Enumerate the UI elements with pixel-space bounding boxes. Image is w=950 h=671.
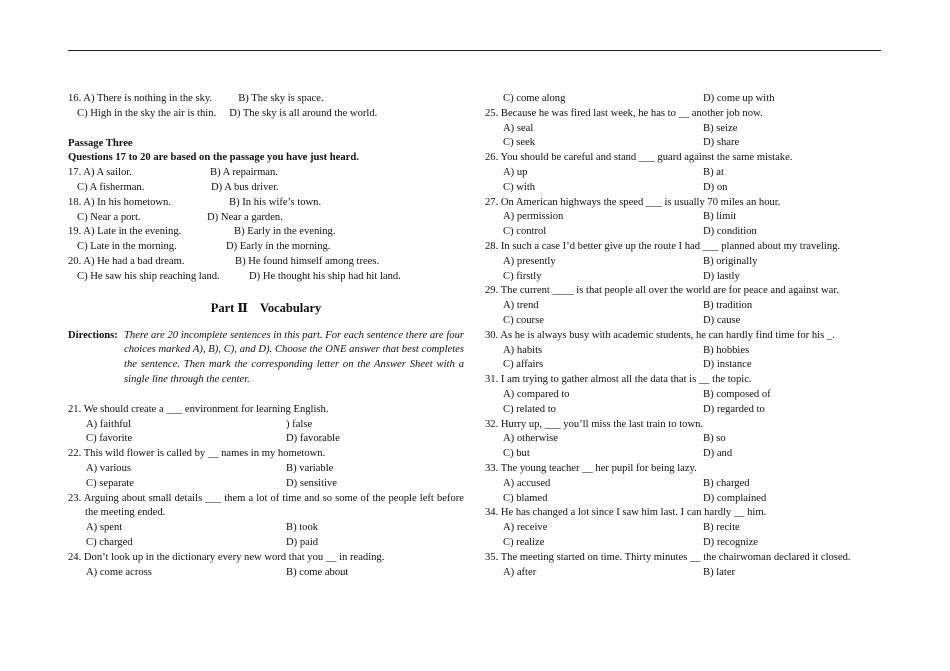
q23-option-a: A) spent [86,522,123,534]
q34-option-c: C) realize [503,536,545,548]
q24-option-a: A) come across [86,566,152,578]
question-27-options-cd [485,225,882,240]
q25-option-d: D) share [703,137,740,149]
q34-option-d: D) recognize [703,536,758,548]
question-31-stem: 31. I am trying to gather almost all the data that is __ the topic. [485,374,752,386]
question-23-options-ab [68,521,464,536]
passage-instructions: Questions 17 to 20 are based on the passage you have just heard. [68,152,359,164]
part-title: Vocabulary [259,300,322,315]
question-16-line1 [68,92,464,107]
q33-option-d: D) complained [703,492,767,504]
q31-option-c: C) related to [503,403,556,415]
question-16-line2 [68,107,464,122]
q26-option-c: C) with [503,181,536,193]
question-29-options-cd [485,314,882,329]
question-19-line2 [68,240,464,255]
question-29-stem: 29. The current ____ is that people all over the world are for peace and against war. [485,285,839,297]
q29-option-d: D) cause [703,314,741,326]
directions-label: Directions: [68,329,118,341]
question-22-options-ab [68,462,464,477]
question-18-line1 [68,196,464,211]
question-35-options-ab [485,566,882,581]
question-28-options-ab [485,255,882,270]
question-26-options-cd [485,181,882,196]
q22-option-d: D) sensitive [286,477,337,489]
question-30-stem: 30. As he is always busy with academic students, he can hardly find time for his _. [485,329,835,341]
q24-option-c: C) come along [503,93,566,104]
q27-option-a: A) permission [503,211,564,223]
q32-option-a: A) otherwise [503,433,559,445]
q17-option-b: B) A repairman. [210,167,278,179]
q28-option-a: A) presently [503,255,556,267]
question-33-options-ab [485,477,882,492]
question-20-line2 [68,270,464,285]
q33-option-a: A) accused [503,477,551,489]
question-21-options-ab [68,418,464,433]
q35-option-a: A) after [503,566,537,578]
q23-option-c: C) charged [86,536,133,548]
q22-option-c: C) separate [86,477,134,489]
q24-option-b: B) come about [286,566,349,578]
q17-option-a: 17. A) A sailor. [68,167,132,179]
question-25-options-ab [485,122,882,137]
q27-option-b: B) limit [703,211,737,223]
q16-option-d: D) The sky is all around the world. [229,107,378,119]
question-23-stem [68,492,464,522]
q32-option-c: C) but [503,448,530,460]
q25-option-a: A) seal [503,122,534,134]
q16-option-b: B) The sky is space. [238,93,324,104]
q29-option-a: A) trend [503,300,539,312]
question-21-stem: 21. We should create a ___ environment for learning English. [68,403,329,415]
question-34-stem: 34. He has changed a lot since I saw him last. I can hardly __ him. [485,507,767,519]
question-17-line1 [68,166,464,181]
left-column [68,92,464,580]
question-33-stem: 33. The young teacher __ her pupil for being lazy. [485,462,697,474]
question-22-options-cd [68,477,464,492]
q32-option-b: B) so [703,433,726,445]
q23-stem-text: 23. Arguing about small details ___ them a lot of time and so some of the people left before the meeting ended. [68,492,464,519]
question-27-options-ab [485,210,882,225]
q33-option-b: B) charged [703,477,750,489]
question-34-options-cd [485,536,882,551]
question-24-options-cd [485,92,882,107]
q18-option-d: D) Near a garden. [207,211,283,223]
q26-option-b: B) at [703,166,724,178]
part-heading [68,301,464,317]
q16-option-a: 16. A) There is nothing in the sky. [68,93,213,104]
question-30-options-ab [485,344,882,359]
question-32-options-cd [485,447,882,462]
q31-option-d: D) regarded to [703,403,765,415]
q20-option-c: C) He saw his ship reaching land. [77,270,220,282]
question-24-options-ab [68,566,464,581]
directions-text: There are 20 incomplete sentences in this part. For each sentence there are four choices marked A), B), C), and D). Choose the ONE answer that best completes the sentence. Then mark the corresponding letter on the Answer Sheet with a single line through the center. [124,329,464,385]
right-column [485,92,882,580]
directions [68,329,464,388]
q18-option-c: C) Near a port. [77,211,141,223]
q31-option-a: A) compared to [503,388,570,400]
q27-option-d: D) condition [703,226,757,238]
question-35-stem: 35. The meeting started on time. Thirty minutes __ the chairwoman declared it closed. [485,551,851,563]
q28-option-d: D) lastly [703,270,740,282]
q17-option-d: D) A bus driver. [211,181,279,193]
question-23-options-cd [68,536,464,551]
q22-option-a: A) various [86,462,132,474]
q18-option-b: B) In his wife’s town. [229,196,322,208]
q18-option-a: 18. A) In his hometown. [68,196,171,208]
question-30-options-cd [485,358,882,373]
q35-option-b: B) later [703,566,736,578]
q25-option-b: B) seize [703,122,738,134]
question-33-options-cd [485,492,882,507]
question-32-options-ab [485,432,882,447]
q28-option-c: C) firstly [503,270,542,282]
q26-option-d: D) on [703,181,728,193]
q23-option-b: B) took [286,522,319,534]
q20-option-a: 20. A) He had a bad dream. [68,255,185,267]
question-20-line1 [68,255,464,270]
q30-option-a: A) habits [503,344,543,356]
q17-option-c: C) A fisherman. [77,181,145,193]
part-label: Part Ⅱ [210,300,248,315]
q25-option-c: C) seek [503,137,536,149]
q19-option-d: D) Early in the morning. [226,241,331,253]
q28-option-b: B) originally [703,255,758,267]
question-34-options-ab [485,521,882,536]
question-26-options-ab [485,166,882,181]
header-rule [68,50,881,51]
q33-option-c: C) blamed [503,492,548,504]
q29-option-c: C) course [503,314,544,326]
question-21-options-cd [68,432,464,447]
passage-title: Passage Three [68,137,133,149]
question-19-line1 [68,225,464,240]
q21-option-d: D) favorable [286,433,340,445]
question-25-options-cd [485,136,882,151]
q20-option-b: B) He found himself among trees. [235,255,380,267]
question-31-options-ab [485,388,882,403]
q32-option-d: D) and [703,448,733,460]
question-28-options-cd [485,270,882,285]
q22-option-b: B) variable [286,462,334,474]
question-27-stem: 27. On American highways the speed ___ is usually 70 miles an hour. [485,196,781,208]
q20-option-d: D) He thought his ship had hit land. [249,270,401,282]
q21-option-c: C) favorite [86,433,133,445]
q16-option-c: C) High in the sky the air is thin. [77,107,217,119]
q31-option-b: B) composed of [703,388,771,400]
q34-option-a: A) receive [503,522,548,534]
q21-option-b: ) false [286,418,313,430]
question-25-stem: 25. Because he was fired last week, he has to __ another job now. [485,107,763,119]
question-24-stem: 24. Don’t look up in the dictionary every new word that you __ in reading. [68,551,385,563]
q26-option-a: A) up [503,166,528,178]
q23-option-d: D) paid [286,536,319,548]
question-18-line2 [68,211,464,226]
question-31-options-cd [485,403,882,418]
question-29-options-ab [485,299,882,314]
question-32-stem: 32. Hurry up, ___ you’ll miss the last train to town. [485,418,704,430]
q30-option-b: B) hobbies [703,344,750,356]
question-28-stem: 28. In such a case I’d better give up the route I had ___ planned about my traveling. [485,240,841,252]
question-17-line2 [68,181,464,196]
q19-option-c: C) Late in the morning. [77,241,177,253]
q21-option-a: A) faithful [86,418,132,430]
question-26-stem: 26. You should be careful and stand ___ guard against the same mistake. [485,152,793,164]
q27-option-c: C) control [503,226,547,238]
q19-option-b: B) Early in the evening. [234,226,336,238]
q30-option-d: D) instance [703,359,752,371]
question-22-stem: 22. This wild flower is called by __ names in my hometown. [68,448,326,460]
q34-option-b: B) recite [703,522,740,534]
q24-option-d: D) come up with [703,93,775,104]
q30-option-c: C) affairs [503,359,544,371]
q19-option-a: 19. A) Late in the evening. [68,226,182,238]
q29-option-b: B) tradition [703,300,753,312]
